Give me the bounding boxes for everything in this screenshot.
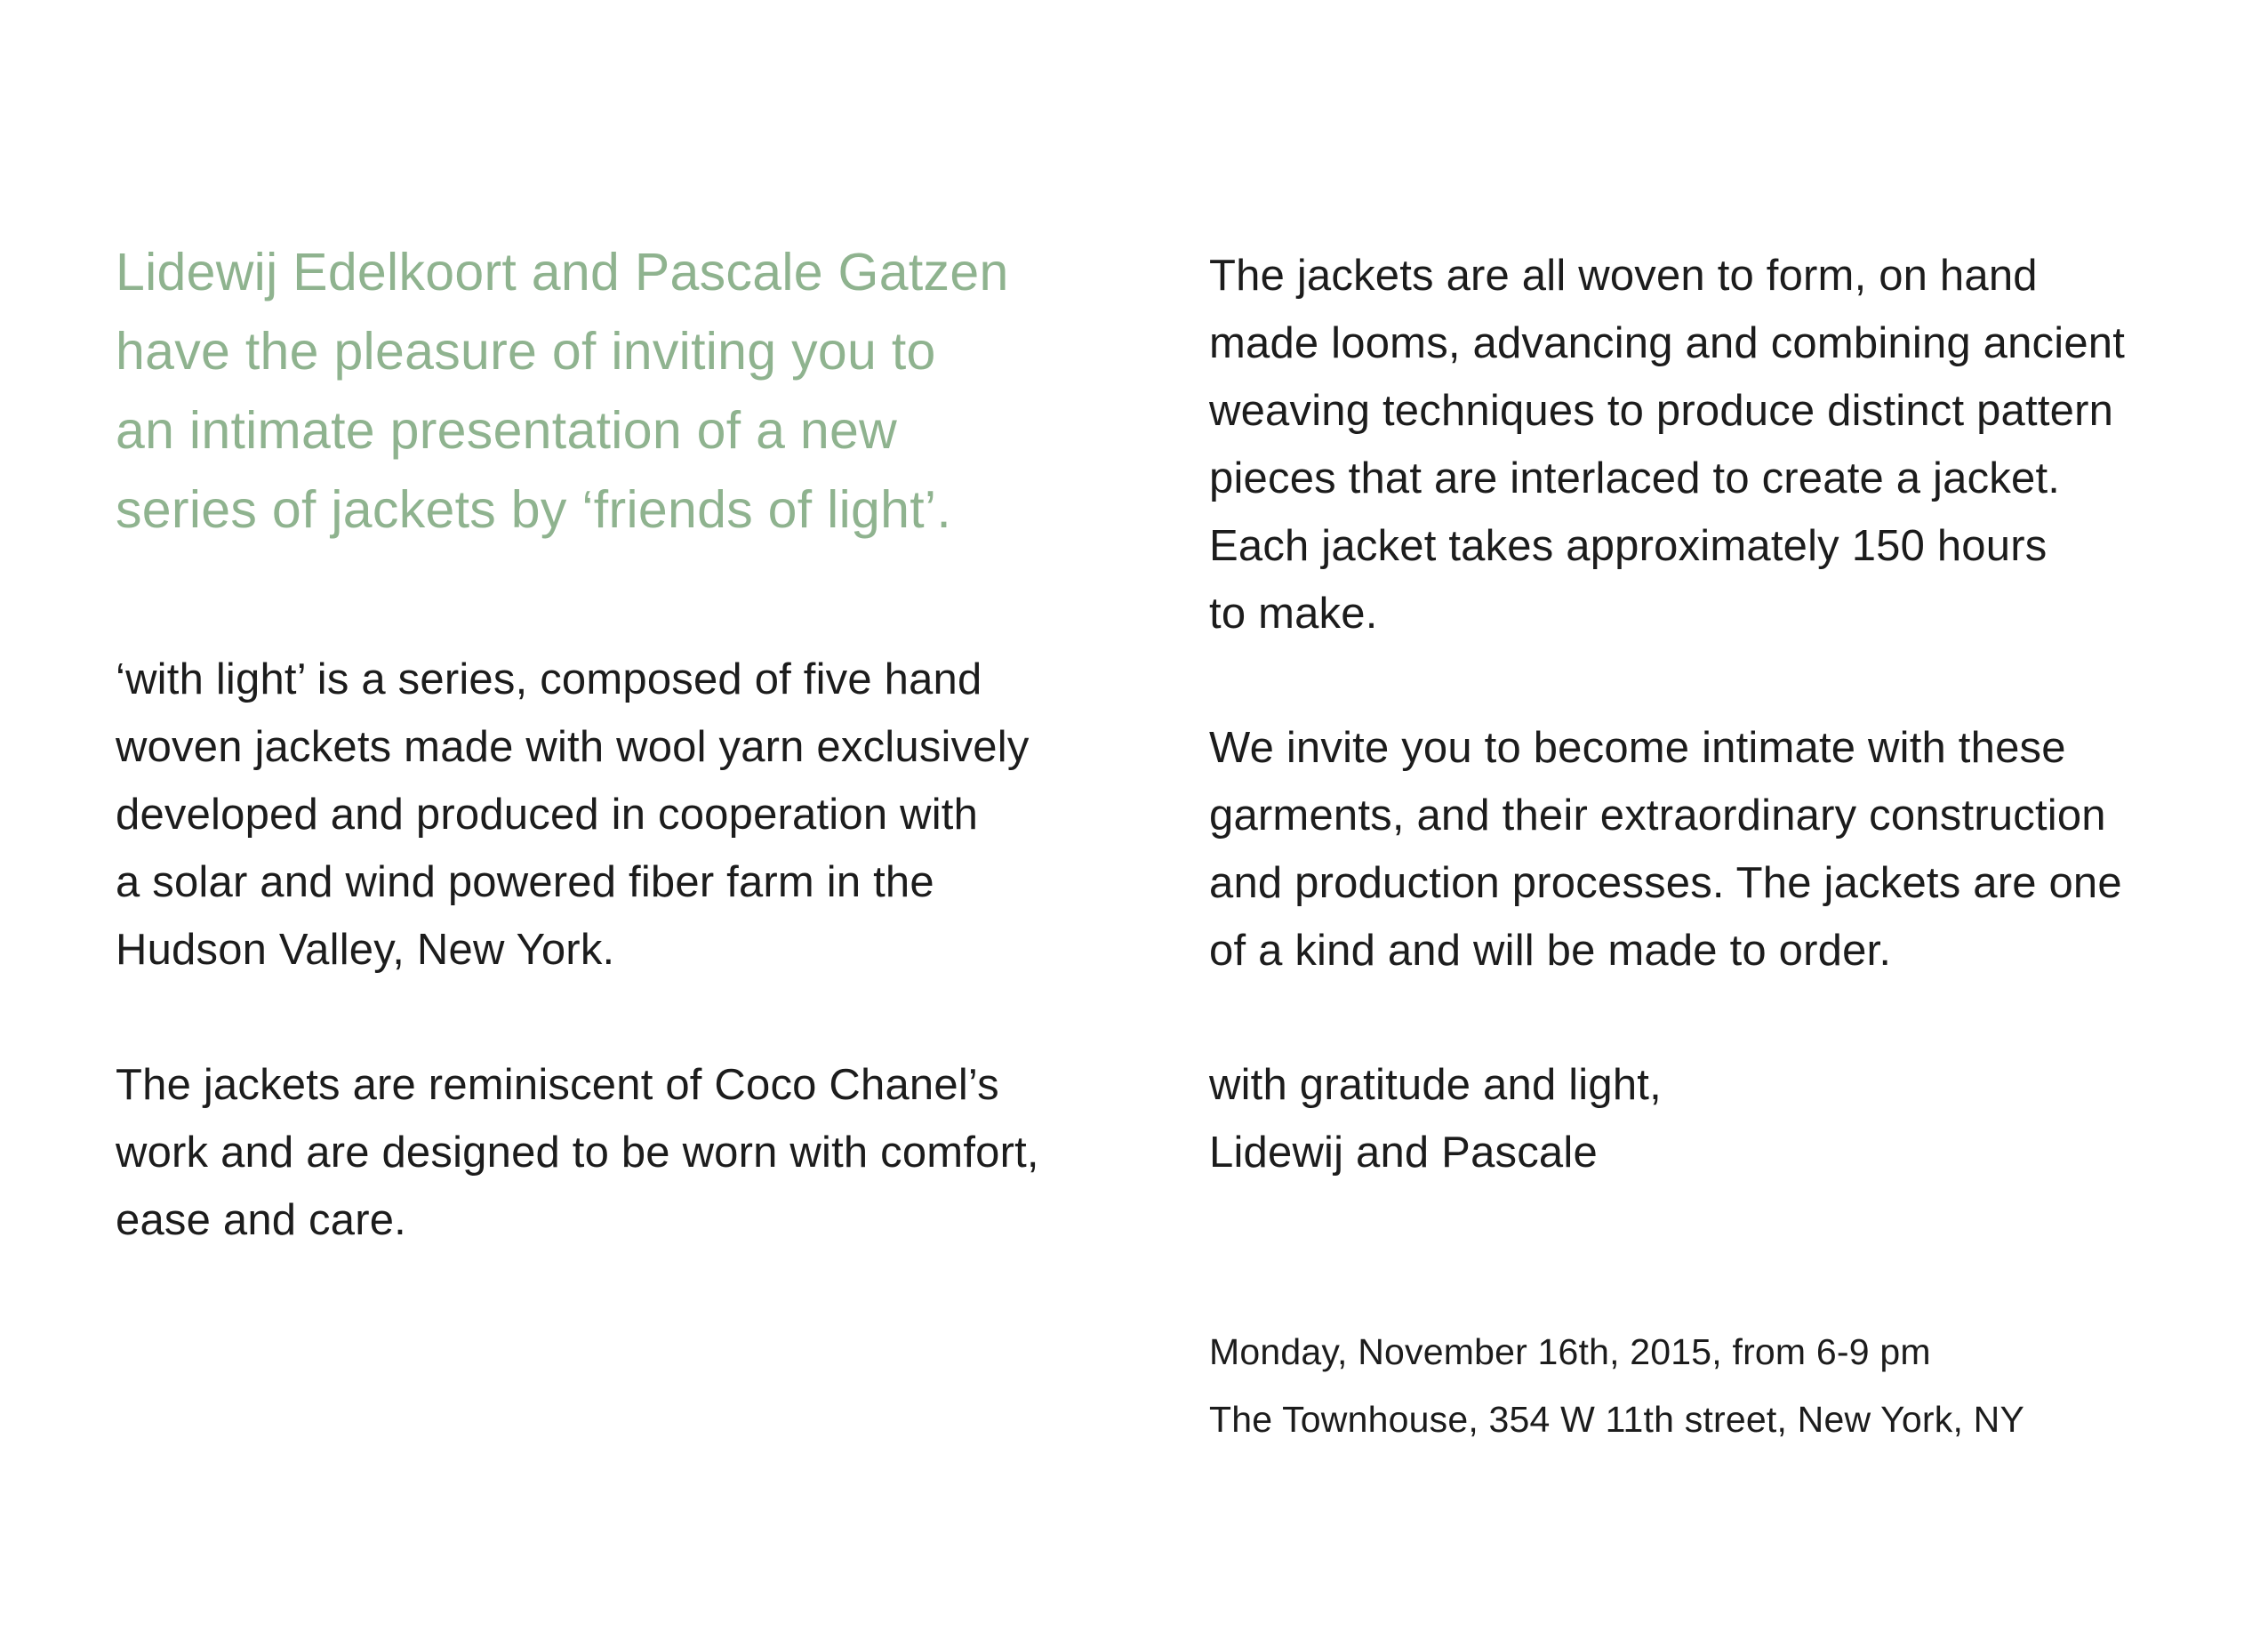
heading-line: have the pleasure of inviting you to bbox=[116, 322, 936, 381]
heading-line: Lidewij Edelkoort and Pascale Gatzen bbox=[116, 243, 1009, 301]
body-line: The jackets are all woven to form, on hand bbox=[1209, 252, 2038, 300]
body-line: weaving techniques to produce distinct pattern bbox=[1209, 387, 2114, 435]
event-date-time: Monday, November 16th, 2015, from 6-9 pm bbox=[1209, 1331, 1931, 1372]
body-line: Each jacket takes approximately 150 hours bbox=[1209, 522, 2048, 570]
body-line: to make. bbox=[1209, 590, 1378, 638]
body-line: Hudson Valley, New York. bbox=[116, 926, 615, 974]
body-line: developed and produced in cooperation with bbox=[116, 791, 979, 839]
body-line: pieces that are interlaced to create a jacket. bbox=[1209, 454, 2061, 502]
body-line: The jackets are reminiscent of Coco Chanel’s bbox=[116, 1061, 999, 1109]
event-location: The Townhouse, 354 W 11th street, New York, NY bbox=[1209, 1399, 2025, 1440]
body-line: a solar and wind powered fiber farm in the bbox=[116, 858, 934, 906]
body-line: of a kind and will be made to order. bbox=[1209, 927, 1892, 975]
body-line: woven jackets made with wool yarn exclusively bbox=[116, 723, 1030, 771]
body-line: We invite you to become intimate with these bbox=[1209, 724, 2066, 772]
heading-line: series of jackets by ‘friends of light’. bbox=[116, 480, 952, 539]
heading-line: an intimate presentation of a new bbox=[116, 401, 898, 460]
body-line: made looms, advancing and combining ancient bbox=[1209, 319, 2126, 367]
body-line: work and are designed to be worn with comfort, bbox=[116, 1129, 1039, 1177]
body-line: ‘with light’ is a series, composed of five hand bbox=[116, 655, 982, 703]
body-line: garments, and their extraordinary construction bbox=[1209, 791, 2106, 840]
body-line: and production processes. The jackets are one bbox=[1209, 859, 2122, 907]
signoff-names: Lidewij and Pascale bbox=[1209, 1129, 1598, 1177]
body-line: ease and care. bbox=[116, 1196, 406, 1244]
signoff-line: with gratitude and light, bbox=[1209, 1061, 1662, 1109]
